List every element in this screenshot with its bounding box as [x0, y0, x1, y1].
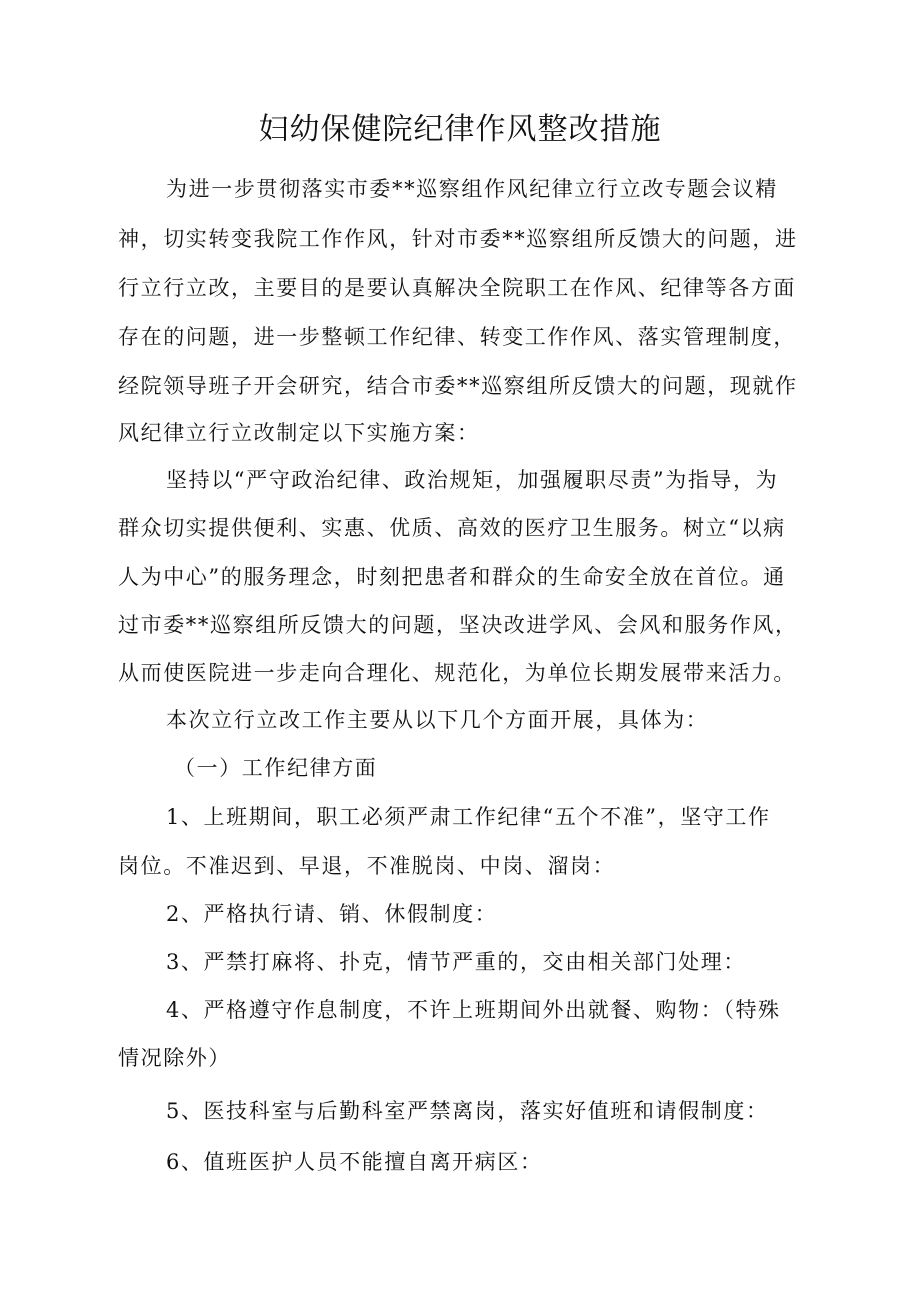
paragraph-line: 风纪律立行立改制定以下实施方案： — [118, 421, 480, 445]
paragraph-line: 人为中心”的服务理念，时刻把患者和群众的生命安全放在首位。通 — [118, 565, 786, 589]
paragraph-line: 从而使医院进一步走向合理化、规范化，为单位长期发展带来活力。 — [118, 661, 796, 685]
list-item-line: 2、严格执行请、销、休假制度： — [166, 902, 498, 926]
paragraph-line: 过市委**巡察组所反馈大的问题，坚决改进学风、会风和服务作风， — [118, 613, 798, 637]
list-item-line: 情况除外） — [118, 1046, 231, 1070]
list-item-line: 岗位。不准迟到、早退，不准脱岗、中岗、溜岗： — [118, 854, 616, 878]
list-item-line: 1、上班期间，职工必须严肃工作纪律“五个不准”，坚守工作 — [166, 805, 771, 829]
paragraph-line: 坚持以“严守政治纪律、政治规矩，加强履职尽责”为指导，为 — [166, 468, 779, 492]
list-item-line: 6、值班医护人员不能擅自离开病区： — [166, 1150, 543, 1174]
section-heading: （一）工作纪律方面 — [174, 756, 378, 780]
paragraph-line: 经院领导班子开会研究，结合市委**巡察组所反馈大的问题，现就作 — [118, 374, 798, 398]
paragraph-line: 行立行立改，主要目的是要认真解决全院职工在作风、纪律等各方面 — [118, 276, 796, 300]
list-item-line: 4、严格遵守作息制度，不许上班期间外出就餐、购物：（特殊 — [166, 998, 781, 1022]
list-item-line: 3、严禁打麻将、扑克，情节严重的，交由相关部门处理： — [166, 950, 746, 974]
paragraph-line: 本次立行立改工作主要从以下几个方面开展，具体为： — [166, 708, 709, 732]
paragraph-line: 存在的问题，进一步整顿工作纪律、转变工作作风、落实管理制度， — [118, 325, 796, 349]
paragraph-line: 神，切实转变我院工作作风，针对市委**巡察组所反馈大的问题，进 — [118, 227, 798, 251]
paragraph-line: 为进一步贯彻落实市委**巡察组作风纪律立行立改专题会议精 — [166, 177, 778, 201]
list-item-line: 5、医技科室与后勤科室严禁离岗，落实好值班和请假制度： — [166, 1099, 769, 1123]
document-title: 妇幼保健院纪律作风整改措施 — [258, 112, 662, 147]
paragraph-line: 群众切实提供便利、实惠、优质、高效的医疗卫生服务。树立“以病 — [118, 516, 786, 540]
